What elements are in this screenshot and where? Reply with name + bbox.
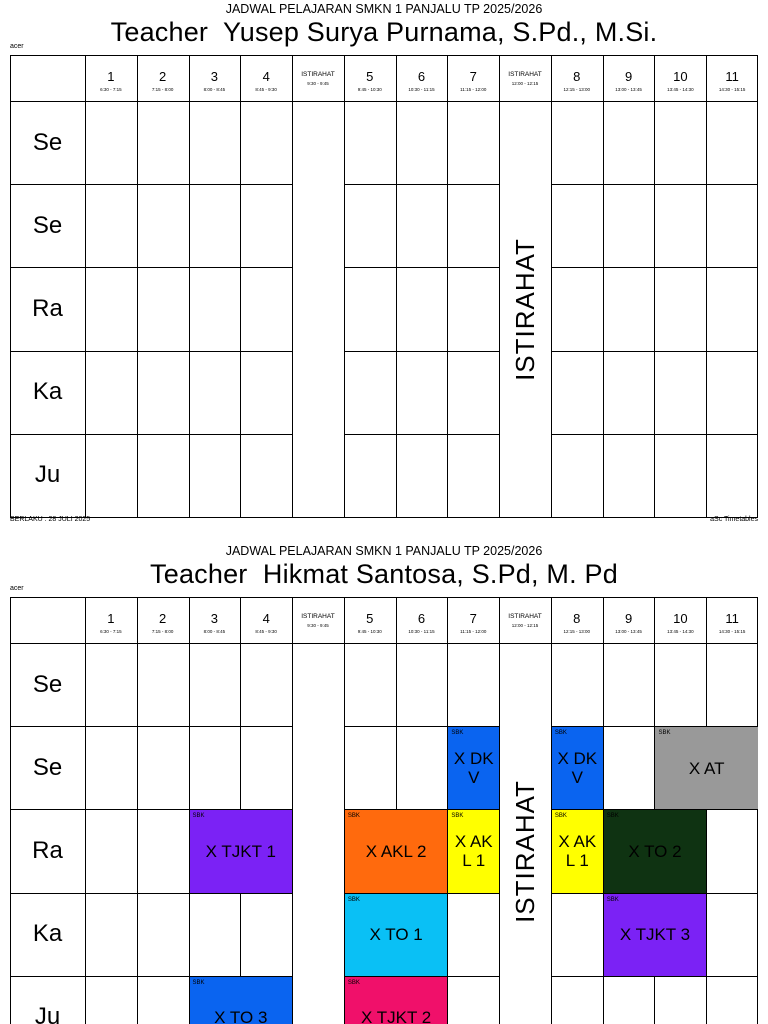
grid-line bbox=[137, 597, 138, 1024]
break-column bbox=[499, 643, 551, 1024]
lesson-class-label: X TJKT 3 bbox=[619, 925, 691, 945]
period-time: 14:30 - 15:15 bbox=[718, 629, 746, 634]
grid-line bbox=[344, 351, 499, 352]
lesson-card[interactable] bbox=[552, 727, 603, 809]
lesson-card[interactable] bbox=[655, 727, 758, 809]
validity-date: BERLAKU : 28 JULI 2025 bbox=[10, 516, 91, 523]
lesson-subject-tag: SBK bbox=[192, 813, 205, 820]
grid-line bbox=[757, 597, 758, 1024]
period-number: 5 bbox=[366, 69, 374, 84]
period-header bbox=[499, 597, 551, 643]
lesson-class-label: X AKL 2 bbox=[365, 841, 427, 861]
period-time: 9:30 - 9:45 bbox=[307, 81, 329, 86]
period-header bbox=[137, 55, 189, 101]
lesson-card[interactable] bbox=[604, 894, 707, 976]
day-label: Ka bbox=[32, 378, 63, 406]
period-time: 10:30 - 11:15 bbox=[408, 87, 435, 92]
period-time: 8:45 - 9:30 bbox=[255, 629, 277, 634]
lesson-card[interactable] bbox=[190, 810, 293, 892]
period-number: 3 bbox=[210, 69, 219, 84]
break-column bbox=[499, 101, 551, 517]
corner-label: acer bbox=[10, 585, 24, 592]
school-title: JADWAL PELAJARAN SMKN 1 PANJALU TP 2025/2026 bbox=[225, 2, 543, 16]
lesson-subject-tag: SBK bbox=[347, 813, 360, 820]
lesson-subject-tag: SBK bbox=[347, 896, 360, 903]
lesson-subject-tag: SBK bbox=[658, 730, 671, 737]
timetable-grid bbox=[10, 55, 758, 517]
period-header bbox=[292, 55, 344, 101]
timetable-sheet-2 bbox=[0, 542, 768, 1024]
teacher-title: Teacher Yusep Surya Purnama, S.Pd., M.Si. bbox=[110, 17, 658, 47]
lesson-class-label: X TJKT 1 bbox=[205, 841, 276, 861]
period-time: 13:00 - 13:45 bbox=[615, 629, 642, 634]
period-time: 8:45 - 9:30 bbox=[255, 87, 277, 92]
lesson-card[interactable] bbox=[345, 894, 448, 976]
lesson-class-label: X TO 2 bbox=[628, 841, 682, 861]
period-number: 9 bbox=[624, 611, 633, 626]
lesson-class-label: X DK V bbox=[557, 749, 598, 788]
period-number: 8 bbox=[573, 611, 581, 626]
period-number: 7 bbox=[469, 69, 477, 84]
grid-line bbox=[344, 434, 499, 435]
period-header bbox=[85, 55, 137, 101]
break-vertical-label: ISTIRAHAT bbox=[509, 237, 540, 381]
grid-line bbox=[344, 55, 345, 517]
lesson-subject-tag: SBK bbox=[554, 813, 567, 820]
period-time: 7:15 - 8:00 bbox=[151, 629, 174, 634]
period-number: 7 bbox=[469, 611, 477, 626]
grid-line bbox=[292, 55, 293, 517]
period-time: 7:15 - 8:00 bbox=[151, 87, 174, 92]
lesson-class-label: X TO 3 bbox=[214, 1008, 268, 1024]
grid-line bbox=[706, 597, 707, 1024]
lesson-subject-tag: SBK bbox=[451, 730, 464, 737]
lesson-card[interactable] bbox=[190, 977, 293, 1024]
break-header-label: ISTIRAHAT bbox=[508, 613, 542, 620]
grid-line bbox=[706, 55, 707, 517]
period-number: 5 bbox=[366, 611, 374, 626]
break-vertical-label: ISTIRAHAT bbox=[509, 779, 540, 923]
grid-line bbox=[10, 726, 292, 727]
grid-line bbox=[447, 55, 448, 517]
lesson-class-label: X TJKT 2 bbox=[360, 1008, 432, 1024]
lesson-subject-tag: SBK bbox=[606, 896, 619, 903]
timetable-grid bbox=[10, 597, 758, 1024]
grid-line bbox=[240, 55, 241, 517]
lesson-card[interactable] bbox=[448, 810, 499, 892]
period-header bbox=[292, 597, 344, 643]
period-number: 10 bbox=[673, 611, 688, 626]
day-label: Ra bbox=[32, 836, 63, 864]
grid-line bbox=[10, 351, 292, 352]
grid-line bbox=[10, 55, 758, 56]
period-header bbox=[85, 597, 137, 643]
day-label: Ka bbox=[32, 920, 63, 948]
grid-line bbox=[551, 55, 552, 517]
period-header bbox=[189, 55, 241, 101]
lesson-class-label: X AK L 1 bbox=[454, 832, 493, 871]
grid-line bbox=[344, 267, 499, 268]
period-header bbox=[706, 55, 758, 101]
period-time: 12:15 - 13:00 bbox=[563, 87, 591, 92]
period-time: 12:00 - 12:15 bbox=[511, 623, 539, 628]
grid-line bbox=[10, 101, 758, 102]
period-time: 8:00 - 8:45 bbox=[203, 87, 226, 92]
grid-line bbox=[10, 434, 292, 435]
lesson-class-label: X AT bbox=[688, 758, 725, 778]
grid-line bbox=[10, 184, 292, 185]
grid-line bbox=[10, 267, 292, 268]
day-label: Se bbox=[32, 753, 63, 781]
period-header bbox=[240, 597, 292, 643]
period-header bbox=[603, 597, 655, 643]
lesson-subject-tag: SBK bbox=[554, 730, 567, 737]
period-header bbox=[654, 597, 706, 643]
lesson-card[interactable] bbox=[552, 810, 603, 892]
grid-line bbox=[344, 184, 499, 185]
lesson-card[interactable] bbox=[448, 727, 499, 809]
lesson-class-label: X AK L 1 bbox=[558, 832, 597, 871]
teacher-title: Teacher Hikmat Santosa, S.Pd, M. Pd bbox=[150, 559, 618, 589]
grid-line bbox=[10, 597, 11, 1024]
grid-line bbox=[10, 597, 758, 598]
period-header bbox=[654, 55, 706, 101]
period-header bbox=[603, 55, 655, 101]
period-time: 11:15 - 12:00 bbox=[460, 629, 487, 634]
period-number: 8 bbox=[573, 69, 581, 84]
break-header-label: ISTIRAHAT bbox=[508, 71, 542, 78]
day-label: Se bbox=[32, 211, 63, 239]
lesson-card[interactable] bbox=[345, 810, 448, 892]
period-header bbox=[551, 55, 603, 101]
lesson-class-label: X TO 1 bbox=[369, 925, 423, 945]
period-header bbox=[240, 55, 292, 101]
period-time: 14:30 - 15:15 bbox=[718, 87, 746, 92]
grid-line bbox=[396, 55, 397, 517]
period-number: 3 bbox=[210, 611, 219, 626]
period-number: 11 bbox=[725, 611, 739, 626]
period-number: 2 bbox=[159, 611, 167, 626]
period-time: 6:30 - 7:15 bbox=[100, 87, 122, 92]
grid-line bbox=[137, 55, 138, 517]
day-label: Se bbox=[32, 670, 63, 698]
grid-line bbox=[292, 597, 293, 1024]
grid-line bbox=[603, 55, 604, 517]
period-header bbox=[189, 597, 241, 643]
lesson-class-label: X DK V bbox=[453, 749, 494, 788]
grid-line bbox=[10, 517, 758, 518]
grid-line bbox=[654, 55, 655, 517]
corner-label: acer bbox=[10, 43, 24, 50]
period-time: 13:00 - 13:45 bbox=[615, 87, 642, 92]
period-number: 10 bbox=[673, 69, 688, 84]
grid-line bbox=[85, 55, 86, 517]
period-time: 9:45 - 10:30 bbox=[357, 629, 382, 634]
period-time: 9:45 - 10:30 bbox=[357, 87, 382, 92]
period-number: 2 bbox=[159, 69, 167, 84]
period-number: 6 bbox=[417, 611, 426, 626]
period-time: 13:45 - 14:30 bbox=[667, 629, 694, 634]
lesson-subject-tag: SBK bbox=[192, 979, 205, 986]
period-header bbox=[396, 55, 448, 101]
period-number: 1 bbox=[107, 611, 115, 626]
lesson-card[interactable] bbox=[345, 977, 448, 1024]
period-time: 12:00 - 12:15 bbox=[511, 81, 539, 86]
period-number: 11 bbox=[725, 69, 739, 84]
period-header bbox=[137, 597, 189, 643]
day-label: Ju bbox=[34, 461, 61, 489]
period-number: 6 bbox=[417, 69, 426, 84]
day-label: Se bbox=[32, 128, 63, 156]
day-label: Ra bbox=[32, 294, 63, 322]
break-header-label: ISTIRAHAT bbox=[301, 613, 335, 620]
period-header bbox=[499, 55, 551, 101]
grid-line bbox=[10, 893, 292, 894]
period-time: 13:45 - 14:30 bbox=[667, 87, 694, 92]
grid-line bbox=[10, 55, 11, 517]
school-title: JADWAL PELAJARAN SMKN 1 PANJALU TP 2025/2026 bbox=[225, 544, 543, 558]
grid-line bbox=[189, 55, 190, 517]
period-time: 10:30 - 11:15 bbox=[408, 629, 435, 634]
period-header bbox=[447, 55, 499, 101]
period-time: 11:15 - 12:00 bbox=[460, 87, 487, 92]
period-number: 9 bbox=[624, 69, 633, 84]
period-number: 4 bbox=[262, 611, 270, 626]
grid-line bbox=[757, 55, 758, 517]
period-header bbox=[706, 597, 758, 643]
period-header bbox=[447, 597, 499, 643]
period-header bbox=[551, 597, 603, 643]
period-header bbox=[344, 597, 396, 643]
lesson-card[interactable] bbox=[604, 810, 707, 892]
break-header-label: ISTIRAHAT bbox=[301, 71, 335, 78]
period-time: 12:15 - 13:00 bbox=[563, 629, 591, 634]
lesson-subject-tag: SBK bbox=[606, 813, 619, 820]
generator-credit: aSc Timetables bbox=[710, 516, 758, 523]
lesson-subject-tag: SBK bbox=[451, 813, 464, 820]
grid-line bbox=[10, 643, 758, 644]
period-header bbox=[396, 597, 448, 643]
grid-line bbox=[85, 597, 86, 1024]
period-time: 8:00 - 8:45 bbox=[203, 629, 226, 634]
period-time: 6:30 - 7:15 bbox=[100, 629, 122, 634]
period-number: 4 bbox=[262, 69, 270, 84]
period-time: 9:30 - 9:45 bbox=[307, 623, 329, 628]
period-header bbox=[344, 55, 396, 101]
period-number: 1 bbox=[107, 69, 115, 84]
day-label: Ju bbox=[34, 1003, 61, 1024]
lesson-subject-tag: SBK bbox=[347, 979, 360, 986]
